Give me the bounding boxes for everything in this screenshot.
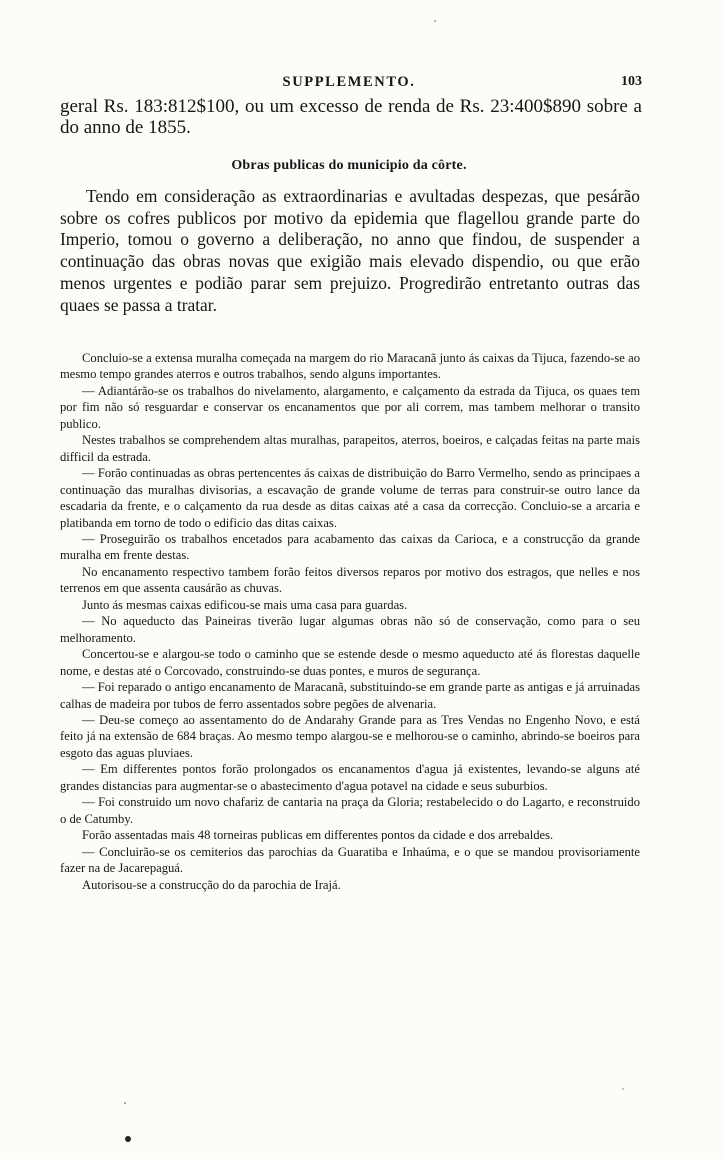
paragraph: Nestes trabalhos se comprehendem altas muralhas, parapeitos, aterros, boeiros, e calçadas feitas na parte mais difficil da estrada. — [60, 433, 640, 464]
paragraph: — Foi construido um novo chafariz de cantaria na praça da Gloria; restabelecido o do Lagarto, e reconstruido o de Catumby. — [60, 795, 640, 826]
running-title: SUPPLEMENTO. — [282, 74, 416, 90]
paragraph: — Proseguirão os trabalhos encetados para acabamento das caixas da Carioca, e a construcção da grande muralha em frente destas. — [60, 531, 640, 563]
paragraph: Forão assentadas mais 48 torneiras publicas em differentes pontos da cidade e dos arrebaldes. — [82, 828, 554, 843]
ink-speck — [124, 1102, 126, 1104]
ink-spot — [125, 1136, 131, 1142]
paragraph: Concluio-se a extensa muralha começada na margem do rio Maracanã junto ás caixas da Tijuca, fazendo-se ao mesmo tempo grandes aterros e outros trabalhos, sendo alguns importantes. — [60, 351, 640, 382]
paragraph: Junto ás mesmas caixas edificou-se mais uma casa para guardas. — [82, 597, 408, 612]
paragraph: — Deu-se começo ao assentamento do de Andarahy Grande para as Tres Vendas no Engenho Novo, e está feito já na extensão de 684 braças. Ao mesmo tempo alargou-se e melhorou-se o caminho, abrindo-se boeiros para esgoto das aguas pluviaes. — [60, 712, 640, 760]
intro-paragraph: Tendo em consideração as extraordinarias e avultadas despezas, que pesárão sobre os cofres publicos por motivo da epidemia que flagellou grande parte do Imperio, tomou o governo a deliberação, no anno que findou, de suspender a continuação das obras novas que exigião mais elevado dispendio, ou que erão menos urgentes e podião parar sem prejuizo. Progredirão entretanto outras das quaes se passa a tratar. — [60, 186, 640, 315]
paragraph: — Em differentes pontos forão prolongados os encanamentos d'agua já existentes, levando-se alguns até grandes distancias para augmentar-se o abastecimento d'agua potavel na cidade e seus suburbios. — [60, 762, 640, 793]
paragraph: No encanamento respectivo tambem forão feitos diversos reparos por motivo dos estragos, que nelles e nos terrenos em que assenta causárão as chuvas. — [60, 564, 640, 596]
paragraph: — Concluirão-se os cemiterios das parochias da Guaratiba e Inhaúma, e o que se mandou provisoriamente fazer na de Jacarepaguá. — [60, 844, 640, 876]
lead-text: geral Rs. 183:812$100, ou um excesso de renda de Rs. 23:400$890 sobre a do anno de 1855. — [60, 96, 642, 138]
ink-speck — [622, 1088, 624, 1090]
paragraph: Autorisou-se a construcção do da parochia de Irajá. — [82, 877, 341, 892]
paragraph: — No aqueducto das Paineiras tiverão lugar algumas obras não só de conservação, como para o seu melhoramento. — [60, 614, 640, 645]
paragraph: — Adiantárão-se os trabalhos do nivelamento, alargamento, e calçamento da estrada da Tijuca, os quaes tem por fim não só resguardar e conservar os encanamentos que por ali correm, mas tambem melhorar o transito publico. — [60, 383, 640, 431]
paragraph: — Forão continuadas as obras pertencentes ás caixas de distribuição do Barro Vermelho, sendo as principaes a continuação das muralhas divisorias, a escavação de grande volume de terras para construir-se outro lance da escadaria da frente, e o calçamento da rua desde as ditas caixas até a casa da correcção. Concluio-se a arcaria e platibanda em torno de todo o edificio das ditas caixas. — [60, 466, 640, 530]
page-header — [58, 74, 640, 92]
body-paragraphs — [60, 350, 640, 893]
section-title: Obras publicas do municipio da côrte. — [231, 158, 467, 173]
paragraph: — Foi reparado o antigo encanamento de Maracanã, substituindo-se em grande parte as antigas e já arruinadas calhas de madeira por tubos de ferro assentados sobre pegões de alvenaria. — [60, 680, 640, 711]
ink-speck — [434, 20, 436, 22]
paragraph: Concertou-se e alargou-se todo o caminho que se estende desde o mesmo aqueducto até ás florestas daquelle nome, e destas até o Corcovado, construindo-se duas pontes, e muros de segurança. — [60, 647, 640, 678]
page-number: 103 — [621, 74, 642, 89]
